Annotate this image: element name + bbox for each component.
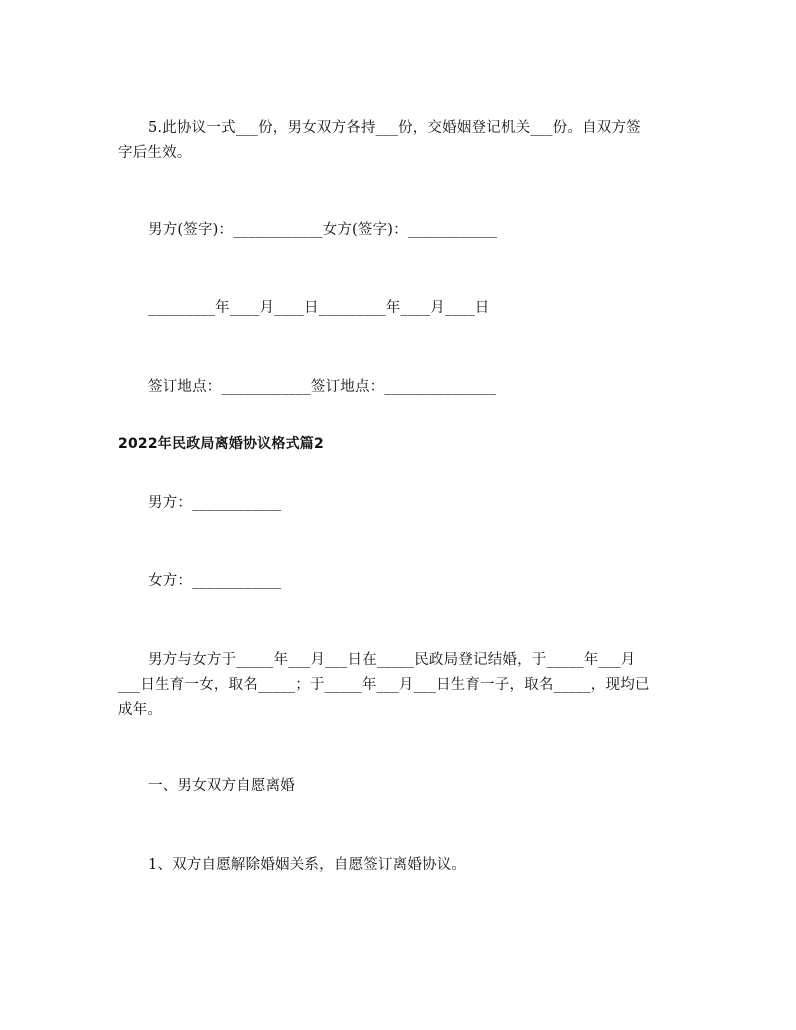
clause-5-line-1: 5.此协议一式___份，男女双方各持___份，交婚姻登记机关___份。自双方签 (148, 120, 641, 136)
signing-place-line: 签订地点：____________签订地点：_______________ (148, 379, 497, 395)
clause-5-line-2: 字后生效。 (118, 145, 192, 161)
male-party-line: 男方：____________ (148, 495, 282, 511)
marriage-paragraph-line-2: ___日生育一女，取名_____；于_____年___月___日生育一子，取名_____，现均已 (118, 677, 650, 693)
marriage-paragraph-line-3: 成年。 (118, 702, 163, 718)
date-line: _________年____月____日_________年____月____日 (148, 300, 490, 316)
marriage-paragraph-line-1: 男方与女方于_____年___月___日在_____民政局登记结婚，于_____年___月 (148, 652, 636, 668)
item-one-text: 1、双方自愿解除婚姻关系，自愿签订离婚协议。 (148, 857, 467, 873)
section-heading: 2022年民政局离婚协议格式篇2 (118, 436, 324, 452)
female-party-line: 女方：____________ (148, 573, 282, 589)
signature-line: 男方(签字)：____________女方(签字)：____________ (148, 222, 498, 238)
article-one-heading: 一、男女双方自愿离婚 (148, 778, 295, 794)
